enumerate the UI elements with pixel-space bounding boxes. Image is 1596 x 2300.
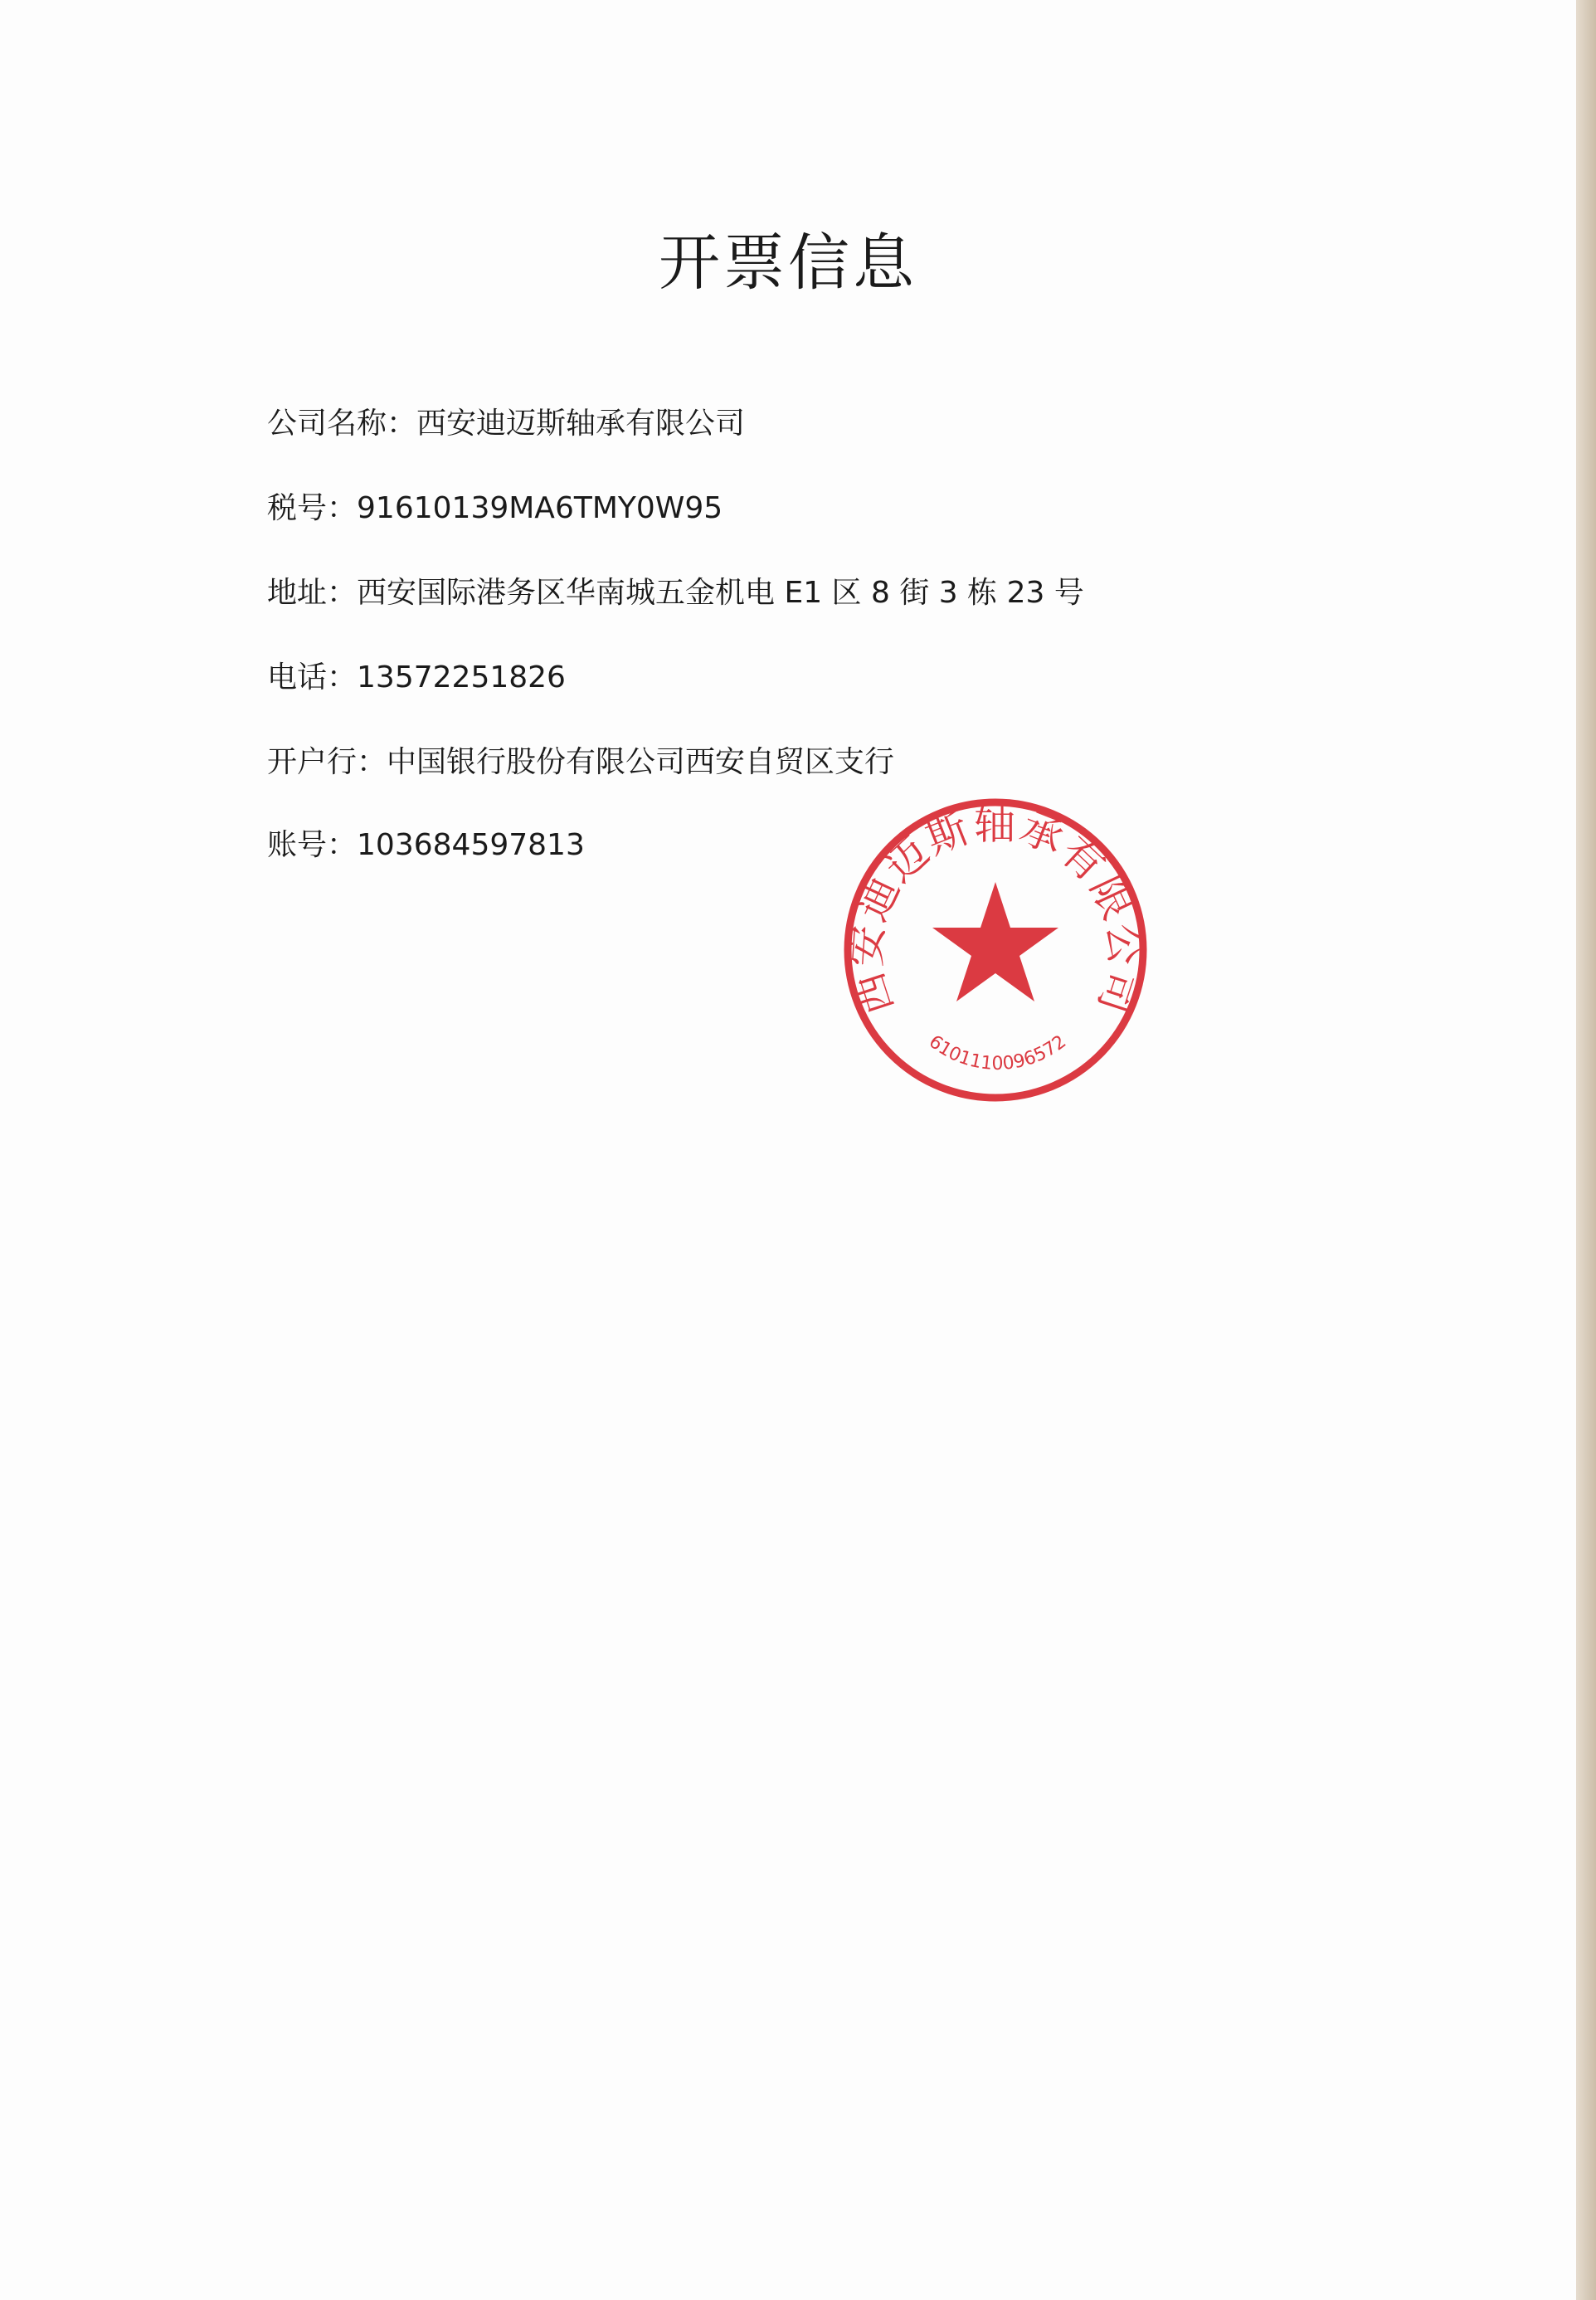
address-value: 西安国际港务区华南城五金机电 E1 区 8 街 3 栋 23 号 bbox=[357, 576, 1084, 610]
phone-value: 13572251826 bbox=[357, 660, 566, 694]
seal-code-text: 6101110096572 bbox=[924, 1031, 1071, 1074]
company-name-line bbox=[267, 400, 745, 442]
company-seal bbox=[838, 792, 1153, 1108]
star-icon bbox=[932, 882, 1058, 1001]
tax-id-value: 91610139MA6TMY0W95 bbox=[357, 491, 723, 525]
bank-value: 中国银行股份有限公司西安自贸区支行 bbox=[387, 745, 895, 779]
address-line bbox=[267, 569, 1084, 612]
company-name-value: 西安迪迈斯轴承有限公司 bbox=[416, 407, 746, 441]
account-label: 账号： bbox=[267, 828, 358, 862]
company-name-label: 公司名称： bbox=[267, 407, 417, 441]
bank-label: 开户行： bbox=[267, 745, 387, 779]
account-value: 103684597813 bbox=[357, 828, 585, 862]
phone-line bbox=[267, 654, 566, 696]
seal-company-text: 西安迪迈斯轴承有限公司 bbox=[841, 800, 1150, 1021]
tax-id-line bbox=[267, 485, 723, 527]
address-label: 地址： bbox=[267, 576, 358, 610]
phone-label: 电话： bbox=[267, 660, 358, 694]
account-line bbox=[267, 821, 585, 864]
tax-id-label: 税号： bbox=[267, 491, 358, 525]
document-title: 开票信息 bbox=[659, 227, 917, 299]
paper-edge bbox=[1576, 0, 1596, 2300]
bank-line bbox=[267, 738, 894, 781]
